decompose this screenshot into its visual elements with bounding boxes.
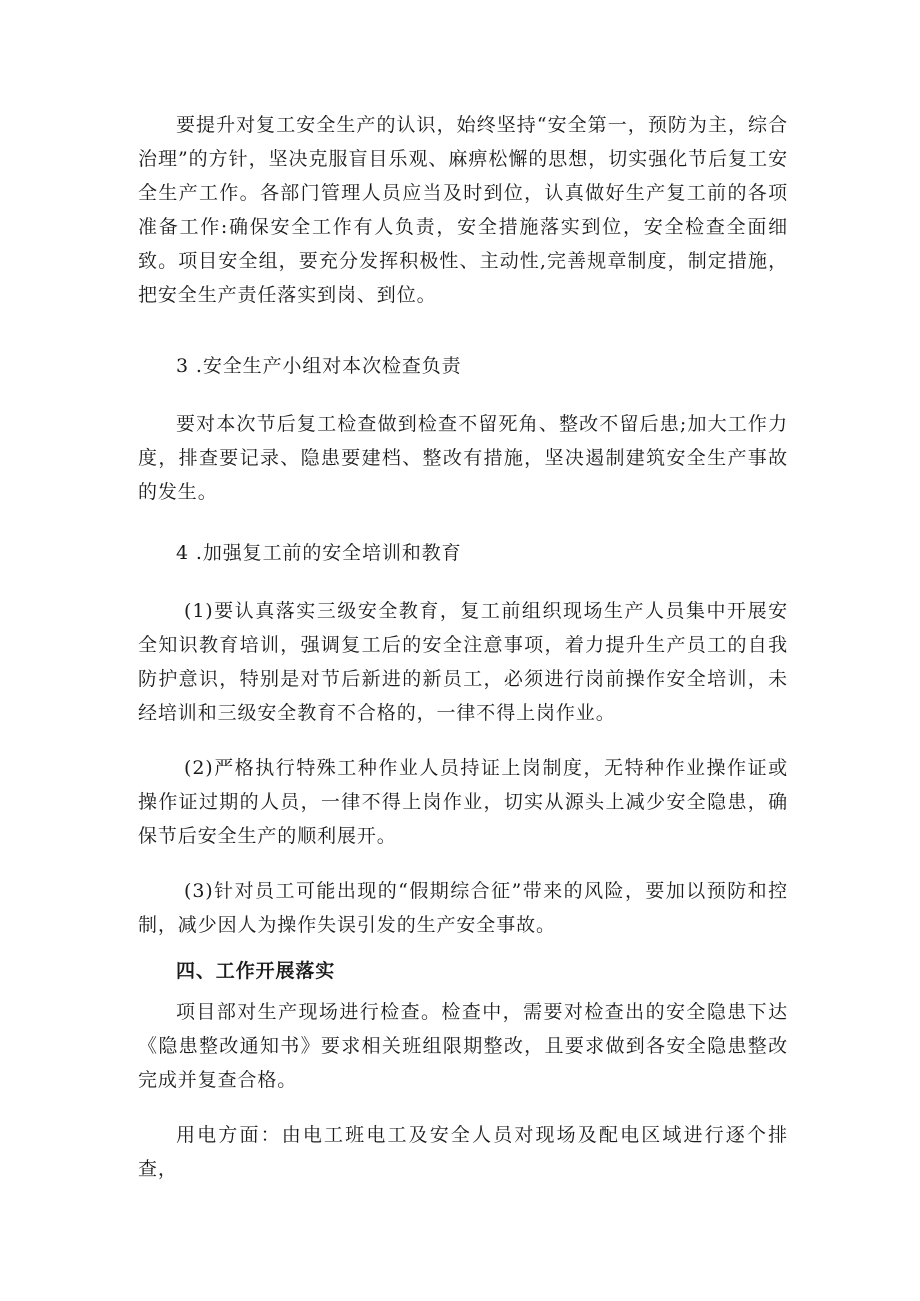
- paragraph-site-inspection: 项目部对生产现场进行检查。检查中，需要对检查出的安全隐患下达《隐患整改通知书》要求相关班组限期整改，且要求做到各安全隐患整改完成并复查合格。: [138, 1001, 788, 1091]
- paragraph-electricity: 用电方面：由电工班电工及安全人员对现场及配电区域进行逐个排查，: [138, 1124, 788, 1180]
- section-heading-4: 四、工作开展落实: [176, 960, 336, 982]
- paragraph-training-2: (2)严格执行特殊工种作业人员持证上岗制度，无特种作业操作证或操作证过期的人员，一律不得上岗作业，切实从源头上减少安全隐患，确保节后安全生产的顺利展开。: [138, 757, 788, 847]
- heading-item-3: 3 .安全生产小组对本次检查负责: [176, 355, 462, 377]
- heading-item-4: 4 .加强复工前的安全培训和教育: [176, 542, 462, 564]
- paragraph-safety-awareness: 要提升对复工安全生产的认识，始终坚持“安全第一，预防为主，综合治理”的方针，坚决克服盲目乐观、麻痹松懈的思想，切实强化节后复工安全生产工作。各部门管理人员应当及时到位，认真做好生产复工前的各项准备工作:确保安全工作有人负责，安全措施落实到位，安全检查全面细致。项目安全组，要充分发挥积极性、主动性,完善规章制度，制定措施，把安全生产责任落实到岗、到位。: [138, 114, 788, 306]
- paragraph-training-3: (3)针对员工可能出现的“假期综合征”带来的风险，要加以预防和控制，减少因人为操作失误引发的生产安全事故。: [138, 880, 788, 936]
- paragraph-inspection-responsibility: 要对本次节后复工检查做到检查不留死角、整改不留后患;加大工作力度，排查要记录、隐患要建档、整改有措施，坚决遏制建筑安全生产事故的发生。: [138, 413, 788, 503]
- paragraph-training-1: (1)要认真落实三级安全教育，复工前组织现场生产人员集中开展安全知识教育培训，强调复工后的安全注意事项，着力提升生产员工的自我防护意识，特别是对节后新进的新员工，必须进行岗前操作安全培训，未经培训和三级安全教育不合格的，一律不得上岗作业。: [138, 600, 788, 724]
